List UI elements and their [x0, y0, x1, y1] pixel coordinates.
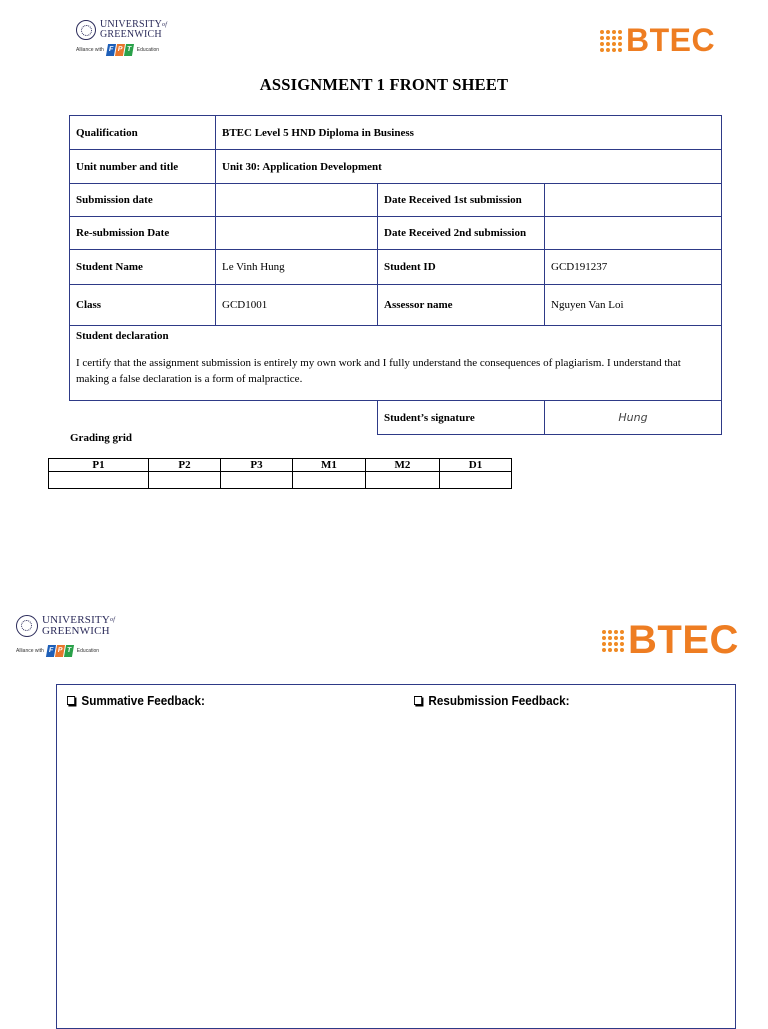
checkbox-icon[interactable]	[414, 696, 422, 705]
grade-cell-p3[interactable]	[221, 472, 293, 489]
university-logo-page2	[16, 615, 115, 657]
declaration-cell	[70, 326, 722, 401]
grade-cell-m1[interactable]	[293, 472, 366, 489]
fpt-letter-t: T	[124, 44, 134, 56]
btec-dots-icon	[600, 30, 622, 52]
date-received-1-field[interactable]	[545, 184, 722, 217]
grading-grid-table	[48, 458, 512, 489]
grade-header-m1: M1	[293, 459, 366, 472]
university-name-line2: GREENWICH	[42, 625, 110, 637]
resubmission-date-field[interactable]	[216, 217, 378, 250]
submission-date-label: Submission date	[70, 184, 216, 217]
university-seal-icon	[76, 20, 96, 40]
btec-wordmark: BTEC	[626, 22, 716, 58]
fpt-logo-icon	[107, 44, 134, 56]
university-name-line1: UNIVERSITY	[42, 614, 110, 626]
page-title: ASSIGNMENT 1 FRONT SHEET	[259, 75, 509, 94]
assessor-label: Assessor name	[378, 285, 545, 326]
alliance-prefix: Alliance with	[16, 648, 44, 654]
grade-header-d1: D1	[440, 459, 512, 472]
grade-cell-p2[interactable]	[149, 472, 221, 489]
alliance-suffix: Education	[136, 47, 160, 53]
qualification-value: BTEC Level 5 HND Diploma in Business	[216, 116, 722, 150]
grade-cell-d1[interactable]	[440, 472, 512, 489]
btec-logo-page2	[602, 618, 739, 663]
signature-label: Student’s signature	[378, 401, 545, 435]
resubmission-feedback-label: Resubmission Feedback:	[428, 693, 570, 708]
grade-header-p3: P3	[221, 459, 293, 472]
assessor-value: Nguyen Van Loi	[545, 285, 722, 326]
university-seal-icon	[16, 615, 38, 637]
resubmission-date-label: Re-submission Date	[70, 217, 216, 250]
alliance-line	[76, 44, 167, 56]
resubmission-feedback-header	[414, 693, 570, 708]
signature-field[interactable]: Hung	[545, 401, 722, 435]
unit-label: Unit number and title	[70, 150, 216, 184]
grade-cell-p1[interactable]	[49, 472, 149, 489]
summative-feedback-label: Summative Feedback:	[81, 693, 205, 708]
university-name-line2: GREENWICH	[100, 29, 162, 40]
grading-grid-label: Grading grid	[70, 432, 133, 444]
declaration-text: I certify that the assignment submission is entirely my own work and I fully understand the consequences of plagiarism. I understand that making a false declaration is a form of malpractice.	[76, 357, 681, 385]
class-label: Class	[70, 285, 216, 326]
fpt-letter-p: P	[55, 645, 65, 657]
alliance-line	[16, 645, 115, 657]
alliance-suffix: Education	[76, 648, 100, 654]
alliance-prefix: Alliance with	[76, 47, 104, 53]
date-received-2-label: Date Received 2nd submission	[378, 217, 545, 250]
date-received-1-label: Date Received 1st submission	[378, 184, 545, 217]
feedback-box	[56, 684, 736, 1029]
student-id-value: GCD191237	[545, 250, 722, 285]
grade-cell-m2[interactable]	[366, 472, 440, 489]
university-name-line1: UNIVERSITY	[100, 19, 162, 30]
grade-header-p2: P2	[149, 459, 221, 472]
summative-feedback-header	[67, 693, 205, 708]
fpt-letter-t: T	[64, 645, 74, 657]
student-name-value: Le Vinh Hung	[216, 250, 378, 285]
university-of: of	[162, 22, 168, 28]
fpt-letter-f: F	[46, 645, 56, 657]
btec-dots-icon	[602, 630, 624, 652]
student-id-label: Student ID	[378, 250, 545, 285]
btec-logo	[600, 22, 715, 59]
fpt-letter-f: F	[106, 44, 116, 56]
grade-header-p1: P1	[49, 459, 149, 472]
front-sheet-table	[69, 115, 722, 435]
fpt-letter-p: P	[115, 44, 125, 56]
date-received-2-field[interactable]	[545, 217, 722, 250]
grade-header-m2: M2	[366, 459, 440, 472]
declaration-heading: Student declaration	[76, 330, 169, 342]
university-logo	[76, 20, 167, 56]
qualification-label: Qualification	[70, 116, 216, 150]
fpt-logo-icon	[47, 645, 74, 657]
student-name-label: Student Name	[70, 250, 216, 285]
submission-date-field[interactable]	[216, 184, 378, 217]
btec-wordmark: BTEC	[628, 618, 739, 662]
university-of: of	[110, 617, 116, 623]
unit-value: Unit 30: Application Development	[216, 150, 722, 184]
class-value: GCD1001	[216, 285, 378, 326]
checkbox-icon[interactable]	[67, 696, 75, 705]
